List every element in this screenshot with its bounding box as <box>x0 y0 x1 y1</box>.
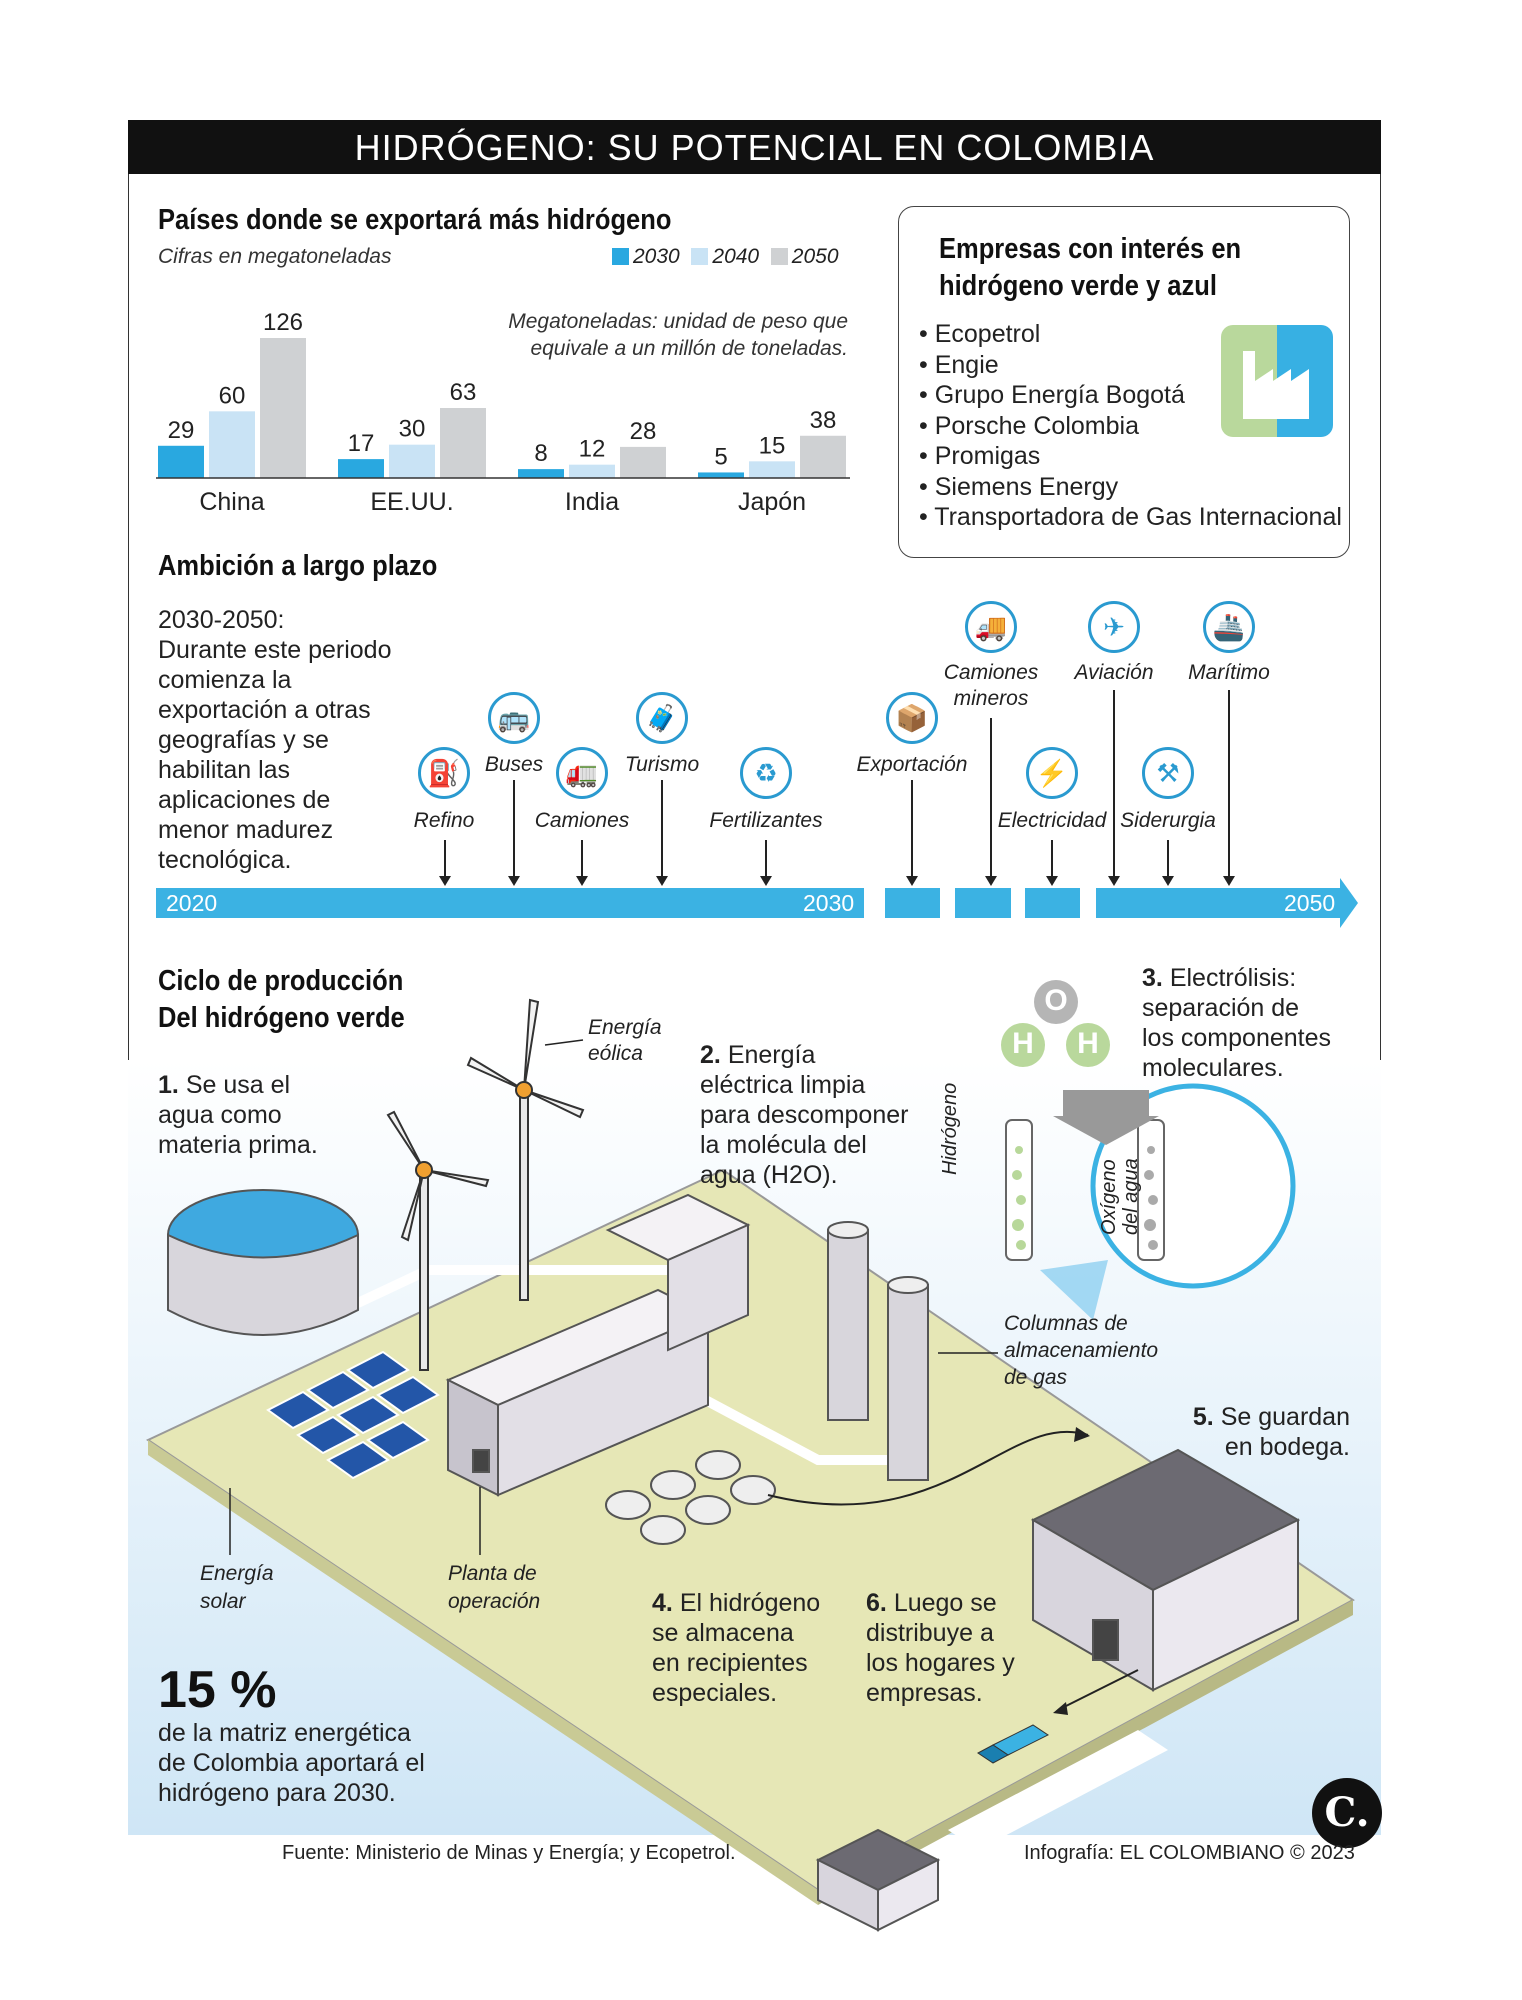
step-text: Se usa el <box>185 1071 291 1099</box>
truck-icon: 🚛 <box>556 747 608 799</box>
bullet: • <box>919 472 928 501</box>
label-line: almacenamiento <box>1004 1339 1159 1362</box>
timeline-segment <box>885 888 940 918</box>
chart-note: Megatoneladas: unidad de peso que equivale a un millón de toneladas. <box>508 310 848 360</box>
timeline-arrow <box>1113 690 1115 884</box>
bullet: • <box>919 411 928 440</box>
step-1 <box>158 1070 318 1160</box>
bar-value-label: 5 <box>714 443 728 471</box>
intro-line: tecnológica. <box>158 846 292 874</box>
bar-chart <box>150 290 870 530</box>
bullet: • <box>919 442 928 470</box>
timeline-arrow <box>1051 840 1053 884</box>
company-name: Porsche Colombia <box>934 411 1139 440</box>
bar-value-label: 30 <box>398 415 426 443</box>
tube-label-line: del agua <box>1120 1158 1142 1235</box>
label-line: Columnas de <box>1004 1312 1128 1335</box>
timeline-arrow <box>990 718 992 884</box>
bullet: • <box>919 381 928 409</box>
timeline-arrowhead <box>1340 878 1360 928</box>
company-name: Transportadora de Gas Internacional <box>934 503 1342 531</box>
bar-value-label: 12 <box>578 435 606 463</box>
step-number: 5. <box>1192 1403 1214 1431</box>
box-icon: 📦 <box>886 692 938 744</box>
label-plant <box>448 1560 540 1616</box>
timeline-arrow <box>1167 840 1169 884</box>
chart-title: Países donde se exportará más hidrógeno <box>158 204 672 236</box>
cycle-title <box>158 963 405 1037</box>
timeline-segment <box>955 888 1011 918</box>
bullet: • <box>919 350 928 379</box>
timeline-item-buses: Buses <box>484 753 544 776</box>
step-text: Electrólisis: <box>1169 964 1297 992</box>
step-text: separación de <box>1142 994 1300 1022</box>
step-text: los hogares y <box>866 1649 1015 1677</box>
step-text: moleculares. <box>1142 1054 1284 1082</box>
timeline-bar-2020-2030 <box>156 888 864 918</box>
company-name: Engie <box>934 350 999 379</box>
legend-swatch-2050 <box>771 248 788 265</box>
tube-label-line: Oxígeno <box>1098 1159 1120 1235</box>
category-label: China <box>199 488 265 516</box>
atom-hydrogen: H <box>1012 1027 1034 1060</box>
step-text: especiales. <box>652 1679 778 1707</box>
tube-label-hydrogen: Hidrógeno <box>939 1082 961 1175</box>
timeline-item-siderurgia: Siderurgia <box>1120 809 1216 832</box>
step-text: materia prima. <box>158 1131 318 1159</box>
step-text: para descomponer <box>700 1101 909 1129</box>
category-label: EE.UU. <box>370 488 454 516</box>
footer-source: Fuente: Ministerio de Minas y Energía; y Ecopetrol. <box>282 1842 736 1864</box>
intro-line: Durante este periodo <box>158 636 392 664</box>
step-number: 1. <box>158 1071 179 1099</box>
company-item <box>919 502 1342 533</box>
stat-line: hidrógeno para 2030. <box>158 1779 396 1807</box>
label-line: de gas <box>1004 1366 1068 1389</box>
timeline-item-fertilizantes: Fertilizantes <box>709 809 823 832</box>
bar-value-label: 17 <box>347 430 375 458</box>
step-4 <box>652 1588 820 1708</box>
timeline-item-camiones-mineros <box>944 660 1039 712</box>
atom-oxygen: O <box>1044 984 1068 1017</box>
mining-truck-icon: 🚚 <box>965 601 1017 653</box>
timeline-arrow <box>1228 690 1230 884</box>
bar-value-label: 15 <box>758 432 786 460</box>
category-label: Japón <box>737 488 807 516</box>
timeline-arrow <box>661 780 663 884</box>
step-text: Luego se <box>893 1589 997 1617</box>
step-number: 2. <box>700 1041 721 1069</box>
label-wind-energy <box>588 1015 662 1067</box>
timeline-segment <box>1025 888 1080 918</box>
timeline-arrow <box>911 780 913 884</box>
company-item <box>919 472 1342 503</box>
companies-box <box>898 206 1350 558</box>
step-text: en recipientes <box>652 1649 808 1677</box>
factory-icon <box>1221 325 1333 437</box>
timeline-mid-label: 2030 <box>803 890 855 916</box>
companies-title-line2: hidrógeno verde y azul <box>939 270 1217 302</box>
intro-line: aplicaciones de <box>158 786 331 814</box>
companies-title <box>939 231 1241 305</box>
step-number: 3. <box>1142 964 1163 992</box>
step-text: Se guardan <box>1220 1403 1350 1431</box>
cycle-title-line1: Ciclo de producción <box>158 965 404 997</box>
step-3 <box>1142 963 1331 1083</box>
cycle-title-line2: Del hidrógeno verde <box>158 1002 405 1034</box>
step-6 <box>866 1588 1015 1708</box>
bar-EE.UU.-2050 <box>440 408 486 478</box>
step-text: distribuye a <box>866 1619 994 1647</box>
timeline-arrow <box>513 780 515 884</box>
stat-line: de Colombia aportará el <box>158 1749 425 1777</box>
oil-pump-icon: ⛽ <box>418 747 470 799</box>
bar-Japón-2040 <box>749 461 795 478</box>
timeline-end-label: 2050 <box>1284 890 1336 916</box>
bar-India-2030 <box>518 469 564 478</box>
bar-China-2030 <box>158 446 204 478</box>
bar-China-2050 <box>260 338 306 478</box>
stat-description <box>158 1718 425 1808</box>
timeline-start-label: 2020 <box>166 890 218 916</box>
bar-value-label: 126 <box>262 309 304 336</box>
bar-Japón-2050 <box>800 436 846 478</box>
item-label-line2: mineros <box>953 687 1029 710</box>
company-name: Promigas <box>934 442 1041 470</box>
step-number: 6. <box>866 1589 887 1617</box>
legend-label-2050: 2050 <box>791 245 839 268</box>
anvil-icon: ⚒ <box>1142 747 1194 799</box>
timeline-arrow <box>581 840 583 884</box>
label-line: eólica <box>588 1042 643 1065</box>
timeline-intro <box>158 605 391 875</box>
bar-India-2040 <box>569 465 615 478</box>
step-text: se almacena <box>652 1619 794 1647</box>
item-label-line1: Camiones <box>943 661 1039 684</box>
luggage-icon: 🧳 <box>636 692 688 744</box>
company-name: Siemens Energy <box>934 472 1119 501</box>
company-name: Grupo Energía Bogotá <box>934 381 1185 409</box>
legend-label-2030: 2030 <box>633 245 680 268</box>
label-line: Energía <box>588 1016 662 1039</box>
bar-Japón-2030 <box>698 472 744 478</box>
company-name: Ecopetrol <box>934 320 1041 348</box>
intro-line: menor madurez <box>158 816 334 844</box>
ship-icon: 🚢 <box>1203 601 1255 653</box>
timeline-arrow <box>444 840 446 884</box>
intro-line: habilitan las <box>158 756 291 784</box>
step-text: los componentes <box>1142 1024 1332 1052</box>
tube-label-oxygen <box>1098 1158 1142 1235</box>
bar-EE.UU.-2030 <box>338 459 384 478</box>
label-line: solar <box>200 1590 246 1613</box>
bullet: • <box>919 320 928 348</box>
airplane-icon: ✈ <box>1088 601 1140 653</box>
chart-subtitle: Cifras en megatoneladas <box>158 245 392 268</box>
step-number: 4. <box>652 1589 673 1617</box>
intro-line: geografías y se <box>158 726 329 754</box>
timeline-item-aviacion: Aviación <box>1074 661 1154 684</box>
step-text: empresas. <box>866 1679 983 1707</box>
label-line: operación <box>448 1590 541 1613</box>
bar-India-2050 <box>620 447 666 478</box>
bar-value-label: 28 <box>629 417 657 445</box>
step-text: en bodega. <box>1224 1433 1350 1461</box>
step-text: agua como <box>158 1101 282 1129</box>
intro-line: 2030-2050: <box>158 606 285 634</box>
step-text: eléctrica limpia <box>700 1071 866 1099</box>
step-text: agua (H2O). <box>700 1161 838 1189</box>
timeline-title: Ambición a largo plazo <box>158 550 438 582</box>
bar-value-label: 29 <box>167 416 195 444</box>
timeline-item-refino: Refino <box>413 809 475 832</box>
timeline-item-turismo: Turismo <box>624 753 700 776</box>
intro-line: comienza la <box>158 666 292 694</box>
intro-line: exportación a otras <box>158 696 371 724</box>
category-label: India <box>564 488 620 516</box>
companies-title-line1: Empresas con interés en <box>939 233 1242 265</box>
step-text: Energía <box>727 1041 816 1069</box>
label-line: Energía <box>200 1562 274 1585</box>
timeline-item-camiones: Camiones <box>534 809 630 832</box>
step-2 <box>700 1040 908 1190</box>
step-text: la molécula del <box>700 1131 867 1159</box>
legend-label-2040: 2040 <box>712 245 760 268</box>
legend-swatch-2030 <box>612 248 629 265</box>
bar-value-label: 38 <box>809 406 837 434</box>
footer-credit: Infografía: EL COLOMBIANO © 2023 <box>1024 1842 1355 1864</box>
timeline-item-exportacion: Exportación <box>856 753 968 776</box>
legend-swatch-2040 <box>691 248 708 265</box>
step-5 <box>1150 1402 1350 1462</box>
fertilizer-icon: ♻ <box>740 747 792 799</box>
atom-hydrogen: H <box>1077 1027 1099 1060</box>
timeline-item-maritimo: Marítimo <box>1188 661 1270 684</box>
bus-icon: 🚌 <box>488 692 540 744</box>
chart-legend <box>612 245 839 269</box>
label-gas-columns <box>1004 1310 1158 1391</box>
lightning-icon: ⚡ <box>1026 747 1078 799</box>
publisher-logo: C. <box>1312 1778 1382 1848</box>
bullet: • <box>919 503 928 531</box>
company-item <box>919 441 1342 472</box>
bar-value-label: 63 <box>449 379 477 406</box>
label-line: Planta de <box>448 1562 537 1585</box>
bar-China-2040 <box>209 411 255 478</box>
bar-value-label: 60 <box>218 382 246 410</box>
bar-EE.UU.-2040 <box>389 445 435 478</box>
stat-line: de la matriz energética <box>158 1719 411 1747</box>
label-solar-energy <box>200 1560 274 1616</box>
timeline-item-electricidad: Electricidad <box>997 809 1107 832</box>
page-title: HIDRÓGENO: SU POTENCIAL EN COLOMBIA <box>128 120 1381 174</box>
timeline-arrow <box>765 840 767 884</box>
step-text: El hidrógeno <box>679 1589 821 1617</box>
stat-value: 15 % <box>158 1661 277 1719</box>
bar-value-label: 8 <box>534 440 548 468</box>
